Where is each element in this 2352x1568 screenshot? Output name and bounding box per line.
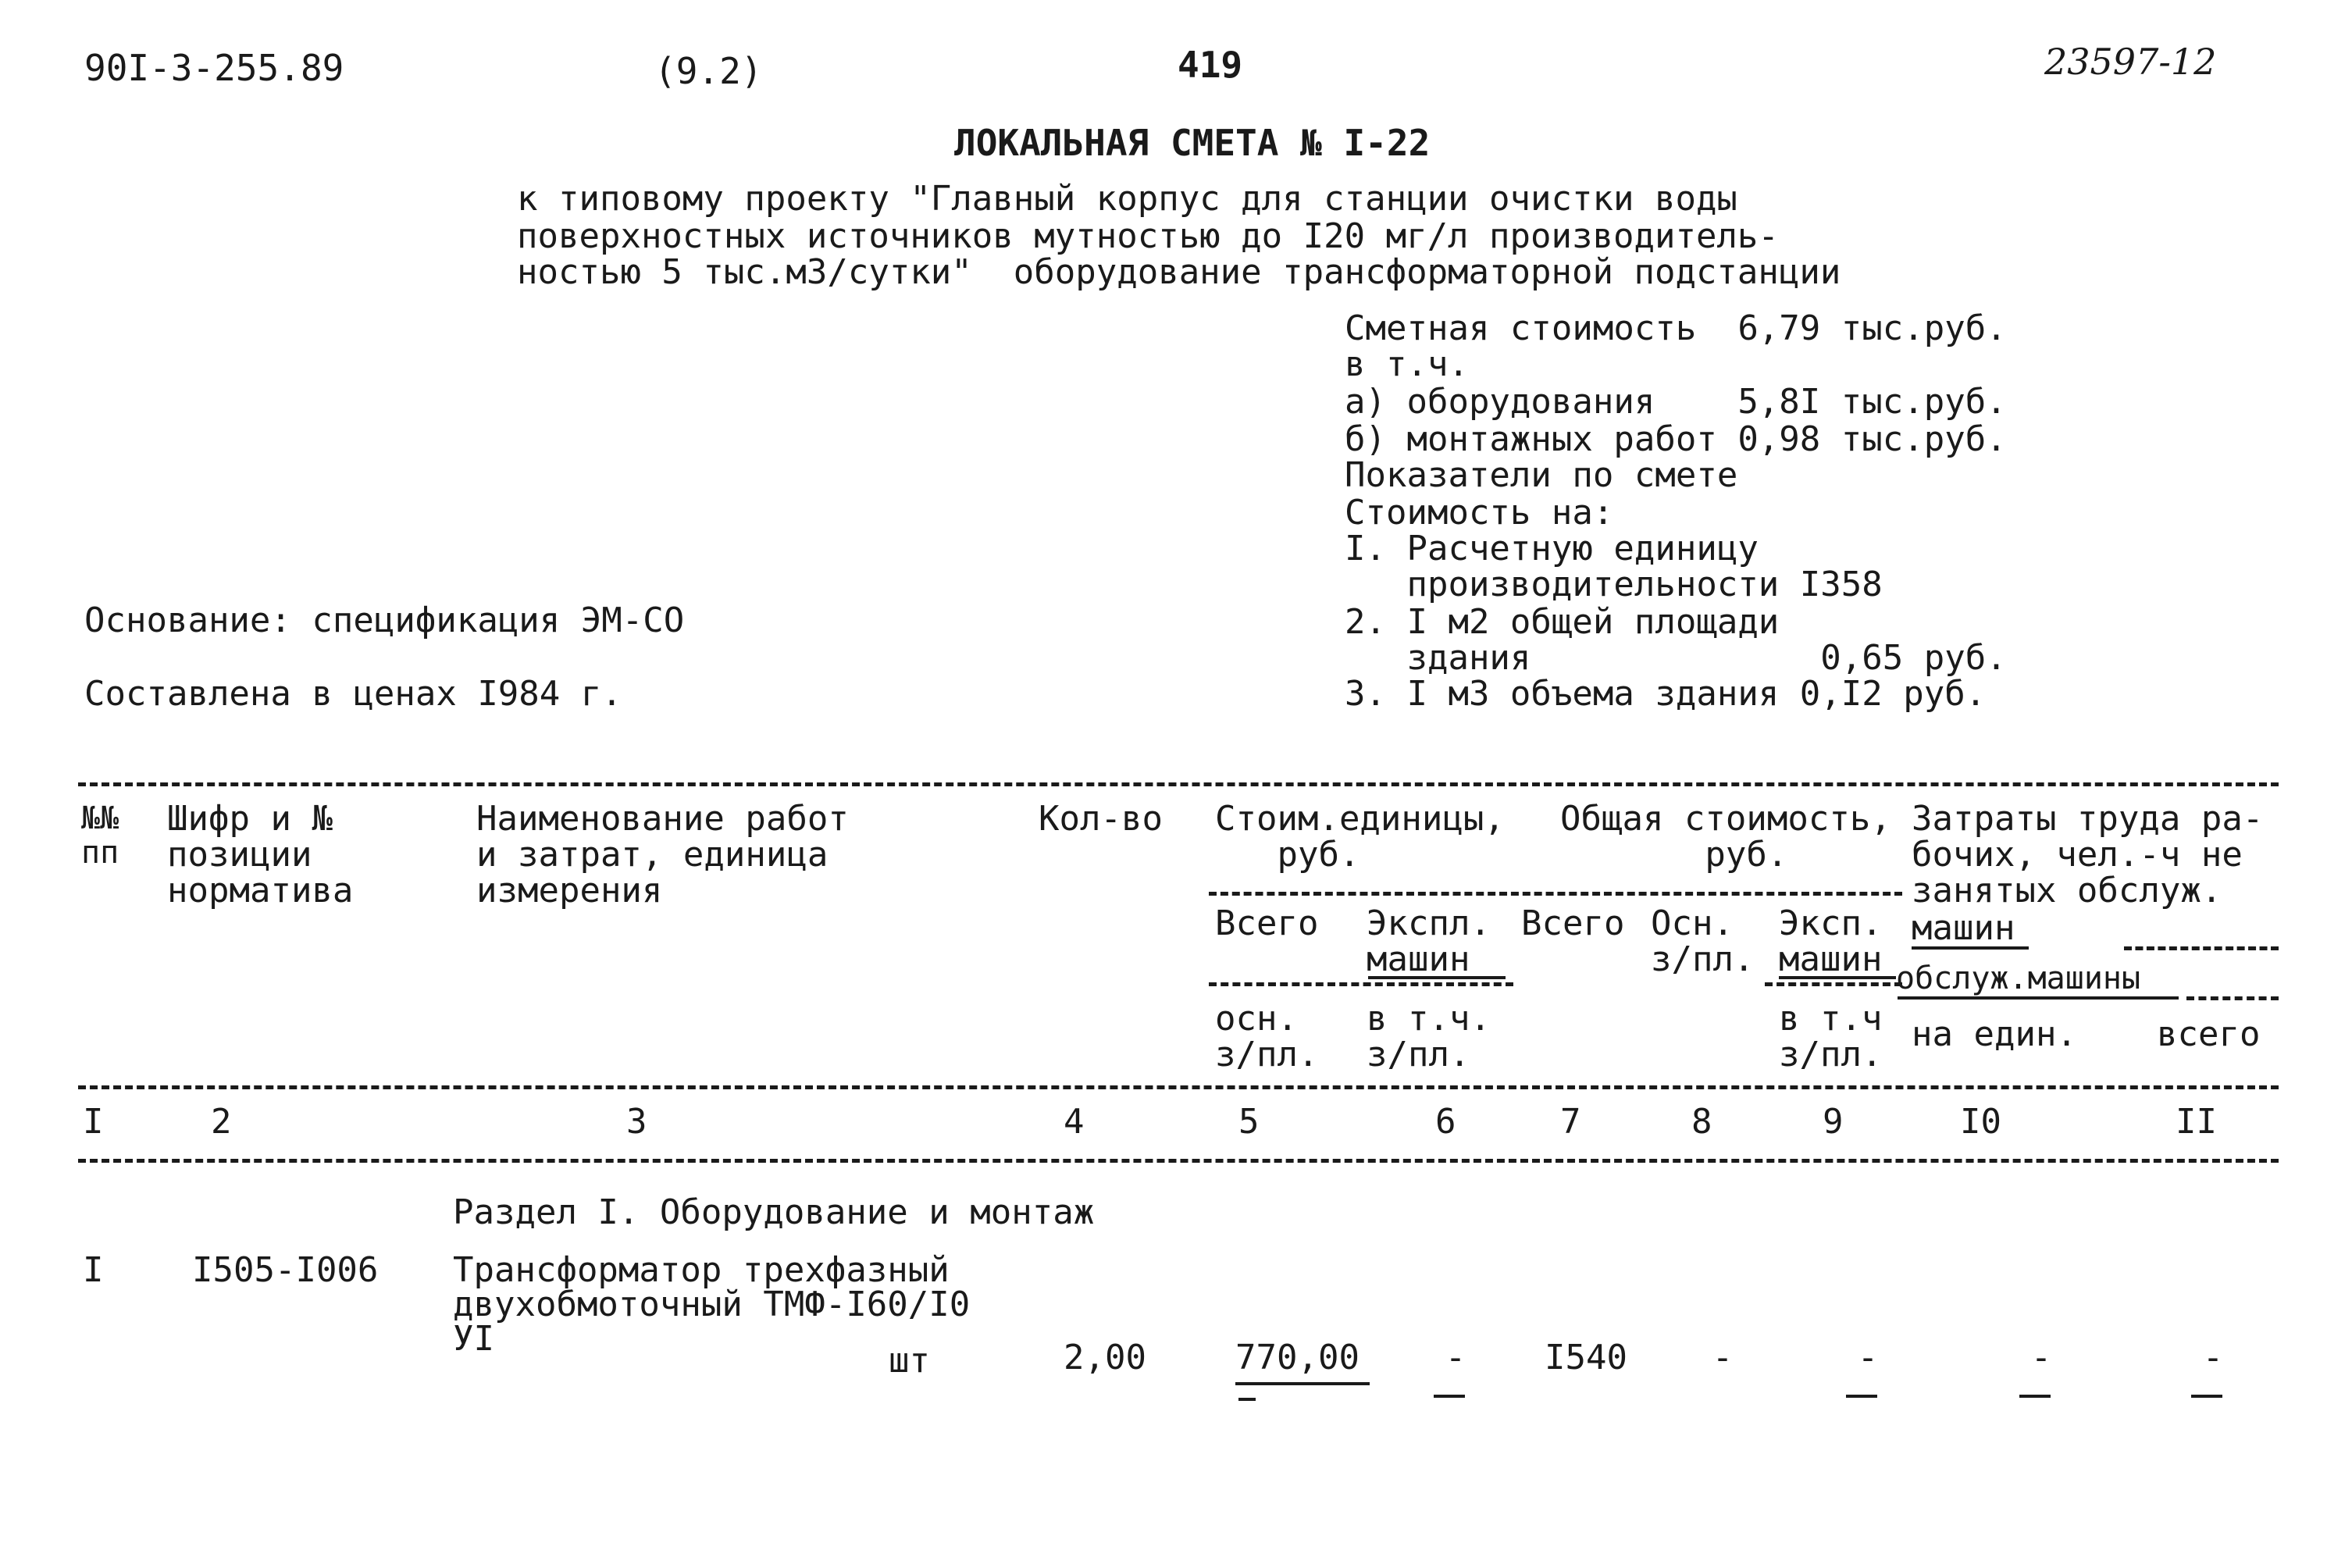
header-total: Всего: [1521, 903, 1625, 943]
document-code: 90I-3-255.89: [84, 47, 344, 89]
summary-line: Показатели по смете: [1345, 455, 1738, 495]
summary-line: здания 0,65 руб.: [1345, 638, 2007, 678]
header-labor-total: всего: [2157, 1014, 2261, 1054]
underline: [1779, 976, 1896, 979]
underline: [1898, 996, 2179, 1000]
row-total: I540: [1545, 1338, 1627, 1377]
summary-line: Стоимость на:: [1345, 493, 1614, 533]
row-unit-expl: -: [1445, 1338, 1466, 1377]
underline: [1912, 946, 2029, 950]
row-total-expl: -: [1857, 1338, 1879, 1377]
labor-sub-rule-1: [2124, 946, 2279, 950]
unit-cost-sub-rule: [1209, 982, 1513, 986]
column-number: 4: [1064, 1102, 1085, 1142]
row-name-line: УI: [453, 1319, 494, 1359]
underline: [1235, 1382, 1370, 1385]
header-labor: Затраты труда ра- бочих, чел.-ч не занятых обслуж.: [1912, 799, 2264, 911]
subtitle-line: поверхностных источников мутностью до I20 мг/л производитель-: [517, 216, 1779, 256]
column-number: 7: [1560, 1102, 1581, 1142]
underline: [1238, 1398, 1256, 1401]
header-qty: Кол-во: [1039, 799, 1163, 839]
column-number: 3: [626, 1102, 647, 1142]
stamp-number: 23597-12: [2044, 41, 2217, 83]
row-name-line: двухобмоточный ТМФ-I60/I0: [453, 1285, 971, 1324]
summary-line: в т.ч.: [1345, 344, 1469, 384]
table-top-rule: [78, 782, 2279, 786]
header-total-expl: Эксп. машин: [1779, 903, 1883, 979]
column-number: 8: [1691, 1102, 1712, 1142]
underline: [1434, 1395, 1465, 1398]
header-total-vtch: в т.ч з/пл.: [1779, 999, 1883, 1074]
labor-sub-rule-2: [2186, 996, 2279, 1000]
row-name-line: Трансформатор трехфазный: [453, 1250, 950, 1290]
header-unit-total: Всего: [1215, 903, 1319, 943]
header-unit-vtch: в т.ч. з/пл.: [1367, 999, 1491, 1074]
header-labor-per-unit: на един.: [1912, 1014, 2077, 1054]
column-number: II: [2176, 1102, 2217, 1142]
page-number: 419: [1178, 44, 1243, 86]
header-labor-service: обслуж.машины: [1896, 960, 2141, 996]
summary-line: 2. I м2 общей площади: [1345, 602, 1780, 642]
row-unit: шт: [889, 1341, 930, 1381]
header-unit-cost: Стоим.единицы, руб.: [1215, 799, 1505, 875]
header-unit-osn: осн. з/пл.: [1215, 999, 1319, 1074]
album-number: (9.2): [654, 50, 763, 92]
prices-line: Составлена в ценах I984 г.: [84, 674, 622, 714]
underline: [2019, 1395, 2051, 1398]
summary-line: б) монтажных работ 0,98 тыс.руб.: [1345, 419, 2007, 459]
underline: [1846, 1395, 1877, 1398]
header-labor-machines: машин: [1912, 908, 2015, 948]
column-number: 9: [1823, 1102, 1844, 1142]
header-bottom-rule: [78, 1085, 2279, 1089]
row-quantity: 2,00: [1064, 1338, 1146, 1377]
header-total-osn: Осн. з/пл.: [1651, 903, 1755, 979]
section-title: Раздел I. Оборудование и монтаж: [453, 1192, 1095, 1232]
column-number: I: [83, 1102, 104, 1142]
row-labor-total: -: [2202, 1338, 2224, 1377]
subtitle-line: к типовому проекту "Главный корпус для станции очистки воды: [517, 179, 1737, 219]
summary-line: 3. I м3 объема здания 0,I2 руб.: [1345, 674, 1987, 714]
header-name: Наименование работ и затрат, единица измерения: [476, 799, 849, 911]
underline: [2191, 1395, 2222, 1398]
summary-line: а) оборудования 5,8I тыс.руб.: [1345, 382, 2007, 422]
header-num: №№ пп: [81, 800, 119, 871]
header-total-cost: Общая стоимость, руб.: [1560, 799, 1891, 875]
column-number: 2: [211, 1102, 232, 1142]
column-number: 5: [1238, 1102, 1260, 1142]
row-code: I505-I006: [192, 1250, 379, 1290]
row-number: I: [83, 1250, 104, 1290]
column-numbers-rule: [78, 1159, 2279, 1163]
summary-line: I. Расчетную единицу: [1345, 529, 1759, 568]
page-title: ЛОКАЛЬНАЯ СМЕТА № I-22: [954, 122, 1431, 164]
header-code: Шифр и № позиции норматива: [167, 799, 354, 911]
summary-line: Сметная стоимость 6,79 тыс.руб.: [1345, 308, 2007, 348]
expl-sub-rule: [1765, 982, 1902, 986]
basis-line: Основание: спецификация ЭМ-СО: [84, 600, 685, 640]
column-number: 6: [1435, 1102, 1456, 1142]
underline: [1368, 976, 1506, 979]
column-number: I0: [1960, 1102, 2001, 1142]
row-total-osn: -: [1712, 1338, 1734, 1377]
cost-sub-rule: [1209, 892, 1902, 896]
summary-line: производительности I358: [1345, 565, 1883, 604]
row-unit-price: 770,00: [1235, 1338, 1360, 1377]
row-labor-unit: -: [2030, 1338, 2052, 1377]
header-unit-expl: Экспл. машин: [1367, 903, 1491, 979]
subtitle-line: ностью 5 тыс.м3/сутки" оборудование трансформаторной подстанции: [517, 252, 1841, 292]
